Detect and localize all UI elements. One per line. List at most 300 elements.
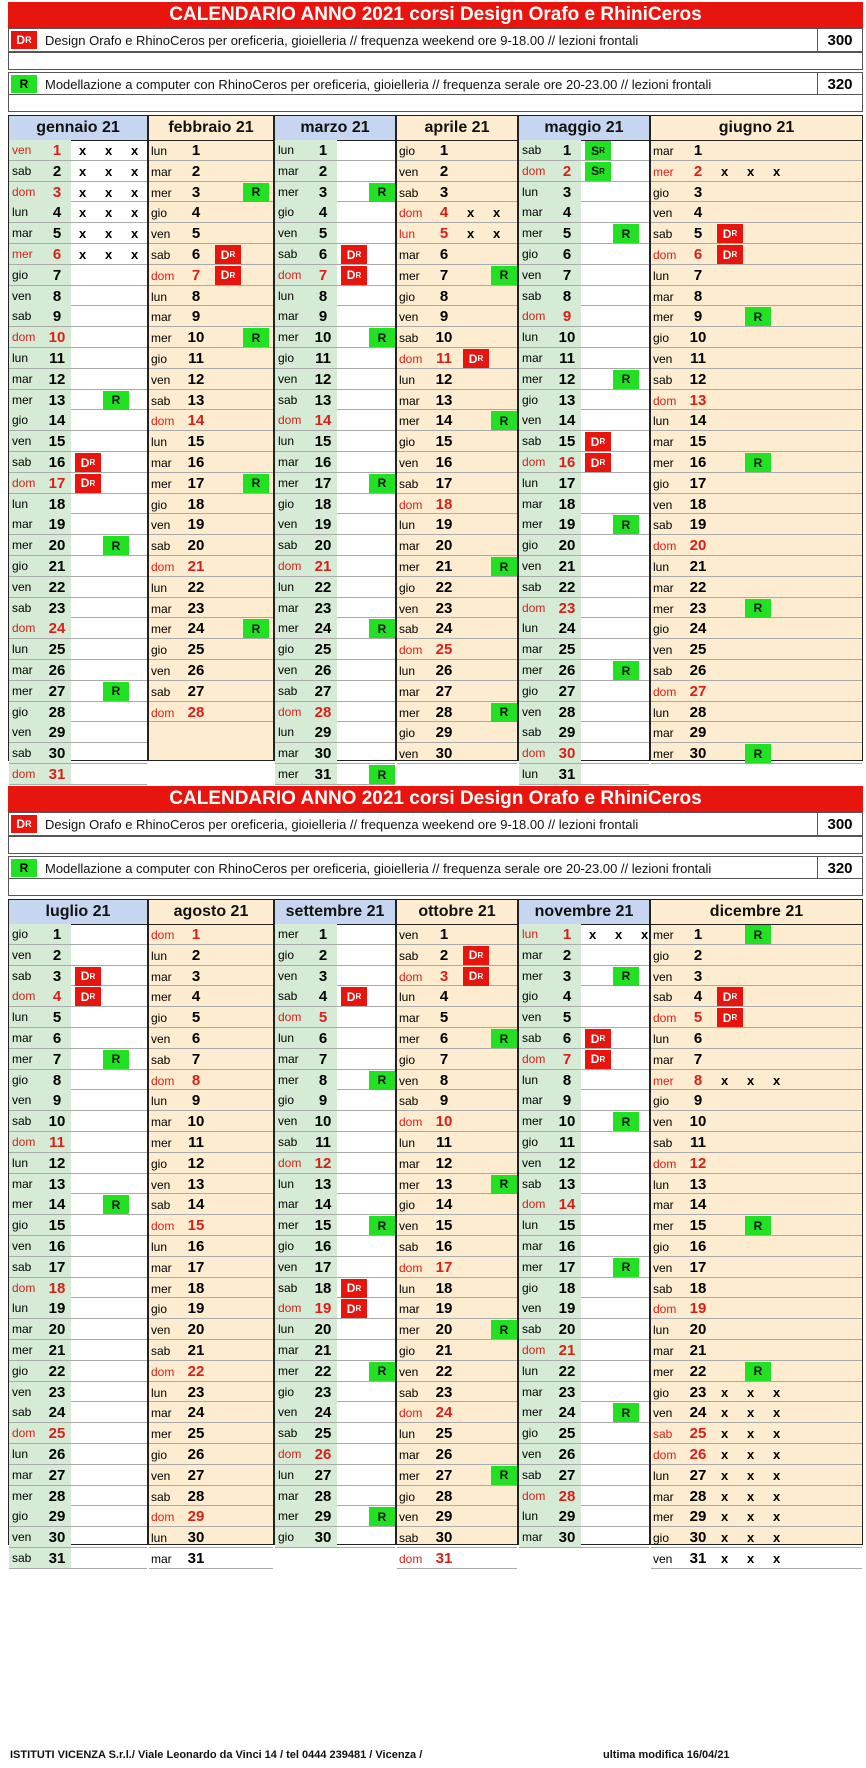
- day-row: [275, 924, 395, 945]
- day-number: 12: [689, 1154, 707, 1172]
- day-row: [275, 1278, 395, 1299]
- weekday: dom: [399, 1260, 423, 1275]
- day-number: 27: [43, 1465, 71, 1485]
- weekday: mer: [653, 601, 674, 616]
- design-badge: D R: [341, 266, 367, 285]
- rhino-badge: R: [745, 599, 771, 618]
- day-number: 10: [435, 1113, 453, 1131]
- day-row: [149, 473, 273, 494]
- calendar-title: CALENDARIO ANNO 2021 corsi Design Orafo e RhiniCeros: [8, 786, 863, 812]
- weekday: mar: [275, 598, 309, 618]
- day-number: 24: [187, 1404, 205, 1422]
- weekday: gio: [9, 702, 43, 722]
- design-badge: D R: [463, 946, 489, 965]
- weekday: gio: [399, 289, 416, 304]
- x-mark: x: [747, 1488, 755, 1504]
- weekday: dom: [275, 410, 309, 430]
- weekday: lun: [653, 1468, 670, 1483]
- day-number: 30: [187, 1529, 205, 1547]
- day-row: [397, 1319, 517, 1340]
- day-row: [275, 223, 395, 244]
- day-number: 28: [187, 1487, 205, 1505]
- weekday: sab: [519, 1174, 553, 1194]
- x-mark: x: [131, 163, 139, 179]
- day-row: [397, 1361, 517, 1382]
- month-header: dicembre 21: [651, 900, 862, 925]
- day-number: 23: [187, 1383, 205, 1401]
- x-mark: x: [721, 1384, 729, 1400]
- weekday: mar: [9, 514, 43, 534]
- weekday: mar: [519, 1236, 553, 1256]
- x-mark: x: [721, 1488, 729, 1504]
- day-number: 7: [191, 266, 201, 284]
- month-header: maggio 21: [519, 116, 649, 141]
- day-number: 25: [689, 1425, 707, 1443]
- weekday: gio: [653, 948, 670, 963]
- day-number: 24: [43, 1402, 71, 1422]
- day-row: [397, 327, 517, 348]
- day-row: [519, 1278, 649, 1299]
- day-row: [275, 140, 395, 161]
- weekday: dom: [519, 598, 553, 618]
- weekday: mar: [9, 1465, 43, 1485]
- day-number: 26: [435, 662, 453, 679]
- day-row: [9, 1340, 147, 1361]
- day-row: [397, 202, 517, 223]
- day-row: [651, 410, 862, 431]
- x-mark: x: [467, 226, 475, 242]
- day-number: 24: [309, 618, 337, 638]
- design-badge: D R: [341, 987, 367, 1006]
- x-mark: x: [747, 1467, 755, 1483]
- day-row: [519, 1070, 649, 1091]
- day-number: 11: [436, 350, 452, 367]
- weekday: ven: [399, 310, 419, 325]
- day-number: 27: [553, 681, 581, 701]
- weekday: lun: [653, 1032, 670, 1046]
- weekday: mer: [151, 185, 172, 200]
- weekday: sab: [519, 431, 553, 451]
- day-row: [9, 1423, 147, 1444]
- day-row: [651, 577, 862, 598]
- day-row: [149, 306, 273, 327]
- day-number: 22: [309, 1361, 337, 1381]
- day-row: [519, 1527, 649, 1548]
- day-number: 20: [309, 535, 337, 555]
- weekday: lun: [653, 268, 670, 283]
- day-number: 18: [435, 1279, 453, 1297]
- day-number: 14: [553, 1194, 581, 1214]
- day-number: 31: [309, 764, 337, 784]
- day-row: [149, 1444, 273, 1465]
- day-row: [519, 369, 649, 390]
- weekday: gio: [151, 206, 168, 221]
- x-mark: x: [105, 163, 113, 179]
- day-number: 31: [43, 1548, 71, 1568]
- day-number: 26: [309, 1444, 337, 1464]
- rhino-badge: R: [745, 307, 771, 326]
- month-3: [396, 115, 518, 761]
- rhino-badge: R: [243, 183, 269, 202]
- weekday: gio: [653, 1531, 670, 1546]
- day-row: [275, 1444, 395, 1465]
- day-row: [397, 348, 517, 369]
- legend-badge: D R: [11, 815, 37, 833]
- weekday: gio: [653, 476, 670, 491]
- day-row: [651, 202, 862, 223]
- day-number: 11: [309, 1132, 337, 1152]
- x-mark: x: [79, 247, 87, 262]
- month-9: [396, 899, 518, 1567]
- weekday: lun: [275, 577, 309, 597]
- month-2: [274, 115, 396, 783]
- day-number: 18: [309, 494, 337, 514]
- weekday: lun: [519, 1070, 553, 1090]
- day-row: [651, 924, 862, 945]
- month-body: [519, 140, 649, 783]
- day-row: [397, 1298, 517, 1319]
- day-row: [9, 1153, 147, 1174]
- day-row: [397, 986, 517, 1007]
- rhino-badge: R: [369, 1071, 395, 1090]
- rhino-badge: R: [243, 328, 269, 347]
- weekday: dom: [151, 1364, 175, 1379]
- weekday: sab: [399, 1531, 419, 1546]
- x-mark: x: [773, 1426, 781, 1442]
- day-number: 12: [187, 1154, 205, 1172]
- day-row: [651, 452, 862, 473]
- day-number: 6: [439, 246, 449, 263]
- day-number: 1: [693, 926, 703, 943]
- day-row: [9, 140, 147, 161]
- weekday: ven: [275, 966, 309, 986]
- day-number: 9: [43, 1090, 71, 1110]
- day-row: [651, 514, 862, 535]
- month-header: novembre 21: [519, 900, 649, 925]
- day-row: [149, 1527, 273, 1548]
- day-row: [519, 348, 649, 369]
- day-row: [9, 1215, 147, 1236]
- rhino-badge: R: [491, 703, 517, 722]
- weekday: ven: [9, 431, 43, 451]
- day-row: [275, 182, 395, 203]
- weekday: ven: [151, 1032, 171, 1046]
- day-row: [519, 202, 649, 223]
- weekday: mar: [519, 1382, 553, 1402]
- day-row: [9, 473, 147, 494]
- day-number: 9: [553, 306, 581, 326]
- day-number: 29: [43, 1506, 71, 1526]
- day-number: 25: [435, 641, 453, 659]
- day-row: [9, 202, 147, 223]
- month-5: [650, 115, 863, 761]
- weekday: ven: [9, 286, 43, 306]
- weekday: gio: [9, 924, 43, 944]
- weekday: mer: [519, 1111, 553, 1131]
- day-number: 26: [689, 1446, 707, 1463]
- day-number: 23: [689, 599, 707, 617]
- day-number: 26: [689, 662, 707, 679]
- weekday: mar: [399, 539, 420, 554]
- day-number: 13: [553, 1174, 581, 1194]
- day-row: [397, 390, 517, 411]
- day-number: 24: [309, 1402, 337, 1422]
- weekday: gio: [9, 265, 43, 285]
- day-number: 10: [309, 1111, 337, 1131]
- weekday: gio: [653, 185, 670, 200]
- day-row: [275, 1319, 395, 1340]
- day-number: 15: [553, 431, 581, 451]
- weekday: mer: [653, 747, 674, 762]
- weekday: dom: [9, 1132, 43, 1152]
- day-row: [651, 1090, 862, 1111]
- x-mark: x: [773, 163, 781, 179]
- weekday: gio: [275, 1090, 309, 1110]
- weekday: mer: [275, 182, 309, 202]
- day-number: 15: [309, 431, 337, 451]
- day-row: [9, 639, 147, 660]
- day-row: [275, 1153, 395, 1174]
- weekday: lun: [151, 1385, 168, 1400]
- day-number: 19: [689, 516, 707, 534]
- weekday: mar: [275, 1340, 309, 1360]
- rhino-badge: R: [491, 1175, 517, 1194]
- day-number: 2: [693, 162, 703, 180]
- weekday: ven: [653, 969, 673, 984]
- day-row: [519, 327, 649, 348]
- day-number: 22: [689, 1362, 707, 1380]
- weekday: mer: [275, 764, 309, 784]
- day-number: 20: [309, 1319, 337, 1339]
- day-row: [397, 1506, 517, 1527]
- day-row: [9, 618, 147, 639]
- day-row: [149, 1257, 273, 1278]
- weekday: ven: [275, 1111, 309, 1131]
- day-number: 22: [309, 577, 337, 597]
- weekday: sab: [399, 185, 419, 200]
- day-row: [651, 1174, 862, 1195]
- weekday: lun: [519, 473, 553, 493]
- month-header: ottobre 21: [397, 900, 517, 925]
- day-number: 25: [309, 1423, 337, 1443]
- day-number: 26: [553, 1444, 581, 1464]
- day-row: [9, 1236, 147, 1257]
- weekday: ven: [275, 1257, 309, 1277]
- day-row: [149, 390, 273, 411]
- day-row: [275, 1090, 395, 1111]
- day-row: [149, 1423, 273, 1444]
- day-number: 13: [309, 1174, 337, 1194]
- day-row: [275, 1028, 395, 1049]
- day-row: [651, 1444, 862, 1465]
- legend-badge: R: [11, 75, 37, 93]
- day-row: [9, 1278, 147, 1299]
- weekday: ven: [519, 410, 553, 430]
- weekday: dom: [9, 618, 43, 638]
- day-row: [149, 598, 273, 619]
- day-row: [149, 660, 273, 681]
- day-row: [149, 202, 273, 223]
- day-number: 9: [43, 306, 71, 326]
- day-number: 4: [693, 204, 703, 222]
- day-number: 30: [553, 1527, 581, 1547]
- weekday: mer: [275, 1215, 309, 1235]
- day-row: [651, 1111, 862, 1132]
- day-row: [519, 1111, 649, 1132]
- day-row: [397, 244, 517, 265]
- day-number: 2: [439, 946, 449, 964]
- day-row: [651, 1402, 862, 1423]
- day-number: 26: [187, 662, 205, 679]
- day-row: [519, 1194, 649, 1215]
- day-number: 17: [187, 474, 205, 492]
- weekday: dom: [151, 560, 175, 574]
- legend-row-r: [8, 856, 863, 880]
- weekday: gio: [519, 390, 553, 410]
- x-mark: x: [131, 247, 139, 262]
- weekday: lun: [275, 140, 309, 160]
- day-number: 22: [689, 578, 707, 596]
- day-number: 14: [435, 1196, 453, 1214]
- weekday: sab: [653, 518, 673, 533]
- day-row: [519, 966, 649, 987]
- weekday: ven: [653, 643, 673, 658]
- day-number: 28: [553, 1486, 581, 1506]
- day-number: 1: [439, 926, 449, 943]
- day-number: 28: [689, 703, 707, 721]
- day-row: [519, 182, 649, 203]
- weekday: sab: [519, 577, 553, 597]
- day-row: [651, 1215, 862, 1236]
- spacer-row: [8, 52, 863, 70]
- day-row: [149, 1319, 273, 1340]
- weekday: lun: [653, 1177, 670, 1192]
- weekday: lun: [519, 327, 553, 347]
- day-number: 4: [439, 204, 449, 222]
- weekday: mar: [9, 1319, 43, 1339]
- weekday: mar: [399, 1448, 420, 1462]
- weekday: mar: [275, 1194, 309, 1214]
- day-row: [397, 1278, 517, 1299]
- day-number: 3: [191, 967, 201, 985]
- weekday: ven: [9, 1382, 43, 1402]
- month-body: [149, 924, 273, 1567]
- weekday: ven: [653, 206, 673, 221]
- weekday: gio: [275, 945, 309, 965]
- day-row: [651, 1257, 862, 1278]
- day-number: 4: [309, 202, 337, 222]
- day-row: [149, 327, 273, 348]
- weekday: lun: [151, 144, 168, 158]
- day-number: 17: [309, 473, 337, 493]
- weekday: gio: [275, 639, 309, 659]
- day-number: 6: [693, 1030, 703, 1047]
- day-number: 9: [309, 306, 337, 326]
- day-number: 23: [43, 1382, 71, 1402]
- weekday: sab: [519, 286, 553, 306]
- weekday: gio: [519, 1132, 553, 1152]
- day-number: 13: [309, 390, 337, 410]
- weekday: lun: [275, 286, 309, 306]
- day-number: 13: [435, 1175, 453, 1193]
- day-number: 8: [43, 1070, 71, 1090]
- day-number: 21: [187, 558, 205, 575]
- rhino-badge: R: [745, 925, 771, 944]
- weekday: dom: [519, 161, 553, 181]
- day-row: [397, 1548, 517, 1569]
- rhino-badge: R: [369, 1216, 395, 1235]
- day-number: 11: [436, 1134, 452, 1151]
- design-badge: D R: [717, 987, 743, 1006]
- day-row: [149, 702, 273, 723]
- weekday: gio: [275, 202, 309, 222]
- day-number: 7: [309, 265, 337, 285]
- weekday: dom: [399, 1552, 423, 1566]
- day-number: 4: [43, 986, 71, 1006]
- day-row: [519, 223, 649, 244]
- weekday: mer: [151, 476, 172, 491]
- day-row: [9, 986, 147, 1007]
- weekday: dom: [399, 1406, 423, 1421]
- day-number: 6: [191, 246, 201, 263]
- day-row: [9, 1111, 147, 1132]
- weekday: lun: [519, 182, 553, 202]
- weekday: sab: [653, 1281, 673, 1296]
- day-row: [397, 514, 517, 535]
- day-row: [275, 348, 395, 369]
- weekday: lun: [9, 348, 43, 368]
- day-number: 25: [553, 639, 581, 659]
- day-number: 4: [309, 986, 337, 1006]
- design-badge: D R: [215, 245, 241, 264]
- day-row: [9, 182, 147, 203]
- day-row: [9, 431, 147, 452]
- day-row: [651, 1527, 862, 1548]
- day-row: [651, 1278, 862, 1299]
- day-row: [9, 1070, 147, 1091]
- weekday: mer: [151, 1427, 172, 1442]
- design-badge: D R: [463, 349, 489, 368]
- day-number: 10: [187, 1113, 205, 1131]
- weekday: gio: [519, 1278, 553, 1298]
- day-row: [519, 577, 649, 598]
- day-number: 28: [553, 702, 581, 722]
- day-number: 8: [191, 1071, 201, 1089]
- day-row: [149, 494, 273, 515]
- day-number: 29: [435, 1508, 453, 1526]
- weekday: dom: [275, 1007, 309, 1027]
- weekday: dom: [151, 705, 175, 720]
- day-row: [149, 1111, 273, 1132]
- day-number: 16: [309, 452, 337, 472]
- weekday: mar: [275, 743, 309, 763]
- s-badge: S R: [585, 141, 611, 160]
- day-number: 16: [43, 1236, 71, 1256]
- weekday: gio: [151, 1302, 168, 1317]
- day-row: [9, 1194, 147, 1215]
- day-row: [149, 244, 273, 265]
- weekday: gio: [9, 1361, 43, 1381]
- x-mark: x: [721, 1072, 729, 1088]
- weekday: gio: [399, 726, 416, 741]
- day-row: [149, 1278, 273, 1299]
- day-number: 21: [309, 1340, 337, 1360]
- day-row: [651, 681, 862, 702]
- weekday: sab: [275, 681, 309, 701]
- weekday: sab: [399, 1240, 419, 1254]
- day-row: [149, 452, 273, 473]
- day-row: [9, 494, 147, 515]
